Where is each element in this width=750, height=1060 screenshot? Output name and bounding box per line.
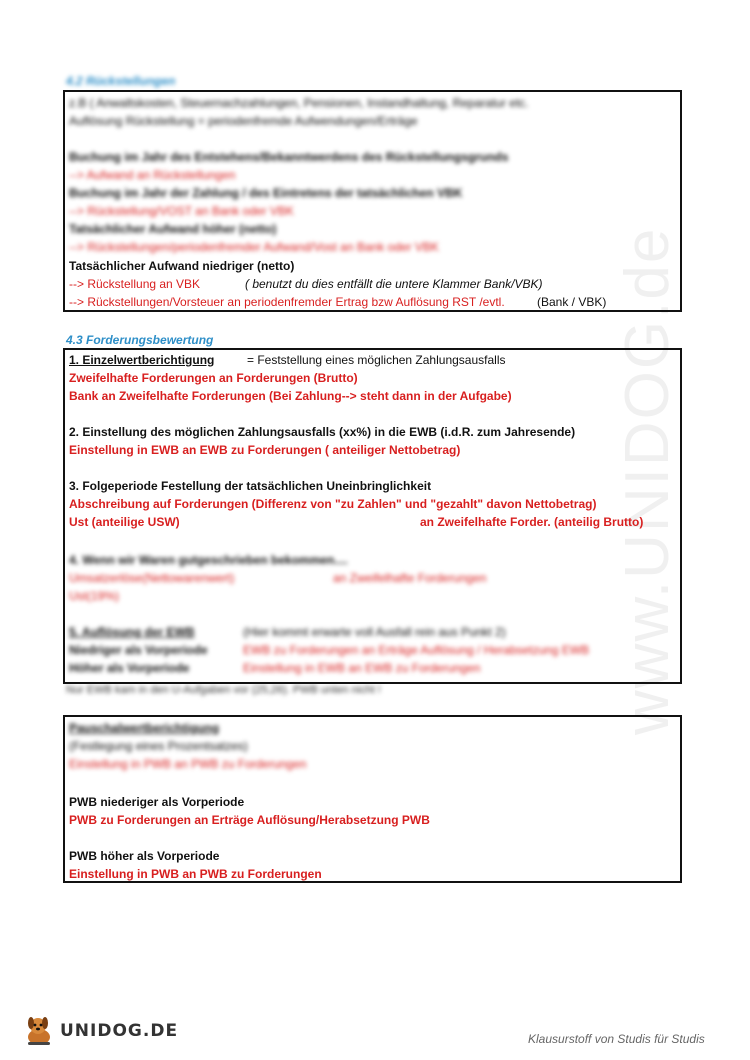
text-note: (Bank / VBK) [537, 295, 607, 309]
text-line: 3. Folgeperiode Festellung der tatsächlichen Uneinbringlichkeit [69, 479, 432, 493]
forderungsbewertung-box [63, 348, 682, 684]
text-line: Einstellung in EWB an EWB zu Forderungen ( anteiliger Nettobetrag) [69, 443, 461, 457]
dog-icon [22, 1014, 56, 1048]
text-line: 5. Auflösung der EWB [69, 625, 195, 639]
text-line: Auflösung Rückstellung = periodenfremde Aufwendungen/Erträge [69, 114, 418, 128]
text-line: --> Aufwand an Rückstellungen [69, 168, 236, 182]
footer-tagline: Klausurstoff von Studis für Studis [528, 1032, 705, 1046]
text-line: PWB zu Forderungen an Erträge Auflösung/Herabsetzung PWB [69, 813, 430, 827]
text-line: Einstellung in PWB an PWB zu Forderungen [69, 757, 307, 771]
text-line: Buchung im Jahr der Zahlung / des Eintretens der tatsächlichen VBK [69, 186, 463, 200]
text-line: Umsatzerlöse(Nettowarenwert) [69, 571, 235, 585]
text-line: (Festlegung eines Prozentsatzes) [69, 739, 248, 753]
text-line: (Hier kommt erwarte voll Ausfall rein aus Punkt 2) [243, 625, 506, 639]
watermark: www.UNIDOG.de [613, 226, 682, 735]
text-line: Einstellung in PWB an PWB zu Forderungen [69, 867, 322, 881]
text-line: Niedriger als Vorperiode [69, 643, 208, 657]
text-line: Tatsächlicher Aufwand niedriger (netto) [69, 259, 295, 273]
text-line: z.B ( Anwaltskosten, Steuernachzahlungen, Pensionen, Instandhaltung, Reparatur etc. [69, 96, 529, 110]
section-heading-forderungsbewertung: 4.3 Forderungsbewertung [66, 333, 214, 347]
section-heading-rueckstellungen: 4.2 Rückstellungen [66, 74, 176, 88]
unidog-logo [22, 1014, 178, 1048]
pwb-box [63, 715, 682, 883]
text-line: PWB höher als Vorperiode [69, 849, 220, 863]
text-line: an Zweifelhafte Forder. (anteilig Brutto) [420, 515, 644, 529]
brand-name: UNIDOG.DE [60, 1021, 179, 1041]
rueckstellungen-box [63, 90, 682, 312]
text-line: 2. Einstellung des möglichen Zahlungsausfalls (xx%) in die EWB (i.d.R. zum Jahresende) [69, 425, 576, 439]
text-line: 4. Wenn wir Waren gutgeschrieben bekommen.... [69, 553, 348, 567]
text-note: ( benutzt du dies entfällt die untere Klammer Bank/VBK) [245, 277, 543, 291]
text-line: Einstellung in EWB an EWB zu Forderungen [243, 661, 481, 675]
text-line: Höher als Vorperiode [69, 661, 190, 675]
text-line: an Zweifelhafte Forderungen [333, 571, 487, 585]
text-line: = Feststellung eines möglichen Zahlungsausfalls [247, 353, 506, 367]
text-line: Pauschalwertberichtigung [69, 721, 220, 735]
text-line: Tatsächlicher Aufwand höher (netto) [69, 222, 277, 236]
text-line: --> Rückstellung an VBK [69, 277, 201, 291]
text-line: PWB niederiger als Vorperiode [69, 795, 245, 809]
text-line: --> Rückstellungen/Vorsteuer an periodenfremder Ertrag bzw Auflösung RST /evtl. [69, 295, 505, 309]
text-line: Ust(19%) [69, 589, 120, 603]
text-line: --> Rückstellungen/periodenfremder Aufwand/Vost an Bank oder VBK [69, 240, 439, 254]
text-line: Abschreibung auf Forderungen (Differenz von "zu Zahlen" und "gezahlt" davon Nettobetrag) [69, 497, 597, 511]
text-line: Ust (anteilige USW) [69, 515, 180, 529]
text-line: Buchung im Jahr des Entstehens/Bekanntwerdens des Rückstellungsgrunds [69, 150, 509, 164]
text-line: Zweifelhafte Forderungen an Forderungen (Brutto) [69, 371, 358, 385]
note-text: Nur EWB kam in den U-Aufgaben vor (25,26). PWB unten nicht ! [66, 684, 381, 696]
text-line: --> Rückstellung/VOST an Bank oder VBK [69, 204, 294, 218]
text-line: EWB zu Forderungen an Erträge Auflösung / Herabsetzung EWB [243, 643, 590, 657]
text-line: Bank an Zweifelhafte Forderungen (Bei Zahlung--> steht dann in der Aufgabe) [69, 389, 512, 403]
text-line: 1. Einzelwertberichtigung [69, 353, 215, 367]
